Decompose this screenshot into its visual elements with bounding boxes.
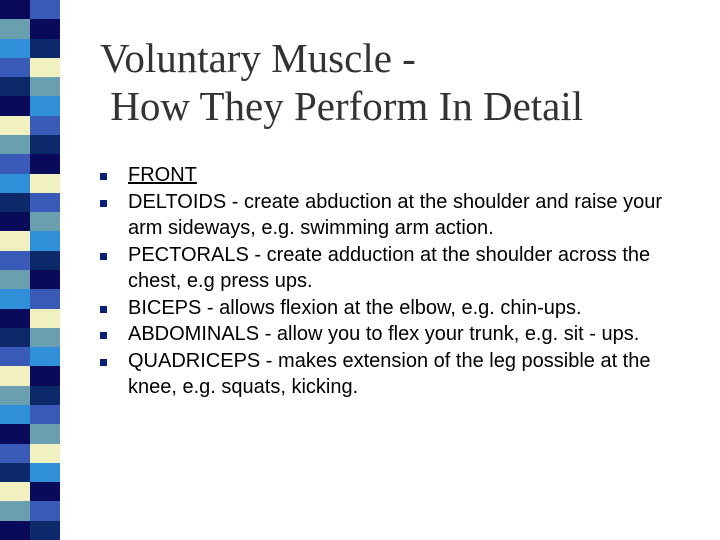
stripe-cell [0,193,30,213]
stripe-cell [0,77,30,97]
stripe-cell [30,174,60,194]
stripe-cell [0,270,30,290]
stripe-block [0,270,60,290]
stripe-cell [0,386,30,406]
bullet-heading: DELTOIDS - [128,190,244,213]
bullet-heading: FRONT [128,164,197,186]
stripe-cell [30,135,60,155]
stripe-cell [0,251,30,271]
bullet-item-front [100,162,700,189]
stripe-block [0,347,60,367]
stripe-block [0,328,60,348]
stripe-cell [30,424,60,444]
stripe-cell [0,96,30,116]
stripe-cell [30,231,60,251]
stripe-cell [30,154,60,174]
bullet-item-pectorals [100,242,700,295]
stripe-cell [0,482,30,502]
decorative-stripe [0,0,60,540]
stripe-cell [0,289,30,309]
stripe-cell [30,19,60,39]
stripe-block [0,309,60,329]
bullet-text: allows flexion at the elbow, e.g. chin-ups. [219,296,582,319]
stripe-cell [0,463,30,483]
bullet-text: makes extension of the leg possible at the knee, e.g. squats, kicking. [128,349,651,398]
stripe-block [0,0,60,20]
stripe-block [0,231,60,251]
stripe-block [0,116,60,136]
stripe-cell [0,347,30,367]
stripe-cell [0,212,30,232]
stripe-block [0,39,60,59]
stripe-block [0,405,60,425]
stripe-block [0,96,60,116]
stripe-cell [0,366,30,386]
square-bullet-icon [100,306,107,313]
stripe-cell [0,116,30,136]
bullet-item-deltoids [100,189,700,242]
stripe-block [0,424,60,444]
square-bullet-icon [100,253,107,260]
stripe-cell [30,521,60,540]
stripe-block [0,193,60,213]
stripe-cell [30,366,60,386]
stripe-cell [0,501,30,521]
bullet-text: create abduction at the shoulder and raise your arm sideways, e.g. swimming arm action. [128,190,662,239]
stripe-cell [0,309,30,329]
bullet-text: allow you to flex your trunk, e.g. sit - ups. [276,323,640,345]
bullet-heading: BICEPS - [128,296,220,319]
stripe-cell [0,39,30,59]
stripe-cell [0,424,30,444]
stripe-cell [30,405,60,425]
stripe-cell [0,231,30,251]
bullet-heading: PECTORALS - [128,243,267,266]
stripe-cell [30,289,60,309]
stripe-cell [30,116,60,136]
stripe-block [0,77,60,97]
bullet-item-abdominals [100,321,700,348]
stripe-block [0,366,60,386]
stripe-cell [0,405,30,425]
slide-title [100,34,700,130]
title-line-2: How They Perform In Detail [100,83,584,129]
stripe-block [0,444,60,464]
bullet-item-quadriceps [100,348,700,401]
stripe-cell [30,328,60,348]
stripe-cell [0,58,30,78]
stripe-block [0,482,60,502]
stripe-cell [30,482,60,502]
stripe-block [0,501,60,521]
stripe-block [0,174,60,194]
stripe-block [0,289,60,309]
stripe-block [0,135,60,155]
square-bullet-icon [100,332,107,339]
stripe-cell [30,444,60,464]
stripe-cell [30,386,60,406]
stripe-cell [30,96,60,116]
stripe-block [0,212,60,232]
stripe-cell [0,444,30,464]
square-bullet-icon [100,200,107,207]
stripe-cell [0,19,30,39]
stripe-cell [30,39,60,59]
stripe-block [0,19,60,39]
bullet-text: create adduction at the shoulder across the chest, e.g press ups. [128,243,651,292]
stripe-cell [0,0,30,20]
stripe-block [0,521,60,540]
bullet-item-biceps [100,295,700,322]
stripe-cell [30,463,60,483]
stripe-cell [30,0,60,20]
stripe-cell [30,212,60,232]
stripe-block [0,386,60,406]
stripe-cell [0,328,30,348]
stripe-cell [0,135,30,155]
stripe-block [0,154,60,174]
stripe-block [0,251,60,271]
stripe-cell [0,154,30,174]
bullet-list [100,162,700,401]
stripe-cell [30,501,60,521]
bullet-heading: ABDOMINALS - [128,323,277,345]
stripe-cell [30,347,60,367]
stripe-cell [30,193,60,213]
title-line-1: Voluntary Muscle - [100,35,416,81]
stripe-cell [30,77,60,97]
stripe-cell [0,521,30,540]
stripe-block [0,463,60,483]
stripe-cell [30,270,60,290]
stripe-cell [30,251,60,271]
stripe-cell [0,174,30,194]
bullet-heading: QUADRICEPS - [128,349,279,372]
square-bullet-icon [100,359,107,366]
stripe-cell [30,309,60,329]
stripe-block [0,58,60,78]
stripe-cell [30,58,60,78]
square-bullet-icon [100,173,107,180]
